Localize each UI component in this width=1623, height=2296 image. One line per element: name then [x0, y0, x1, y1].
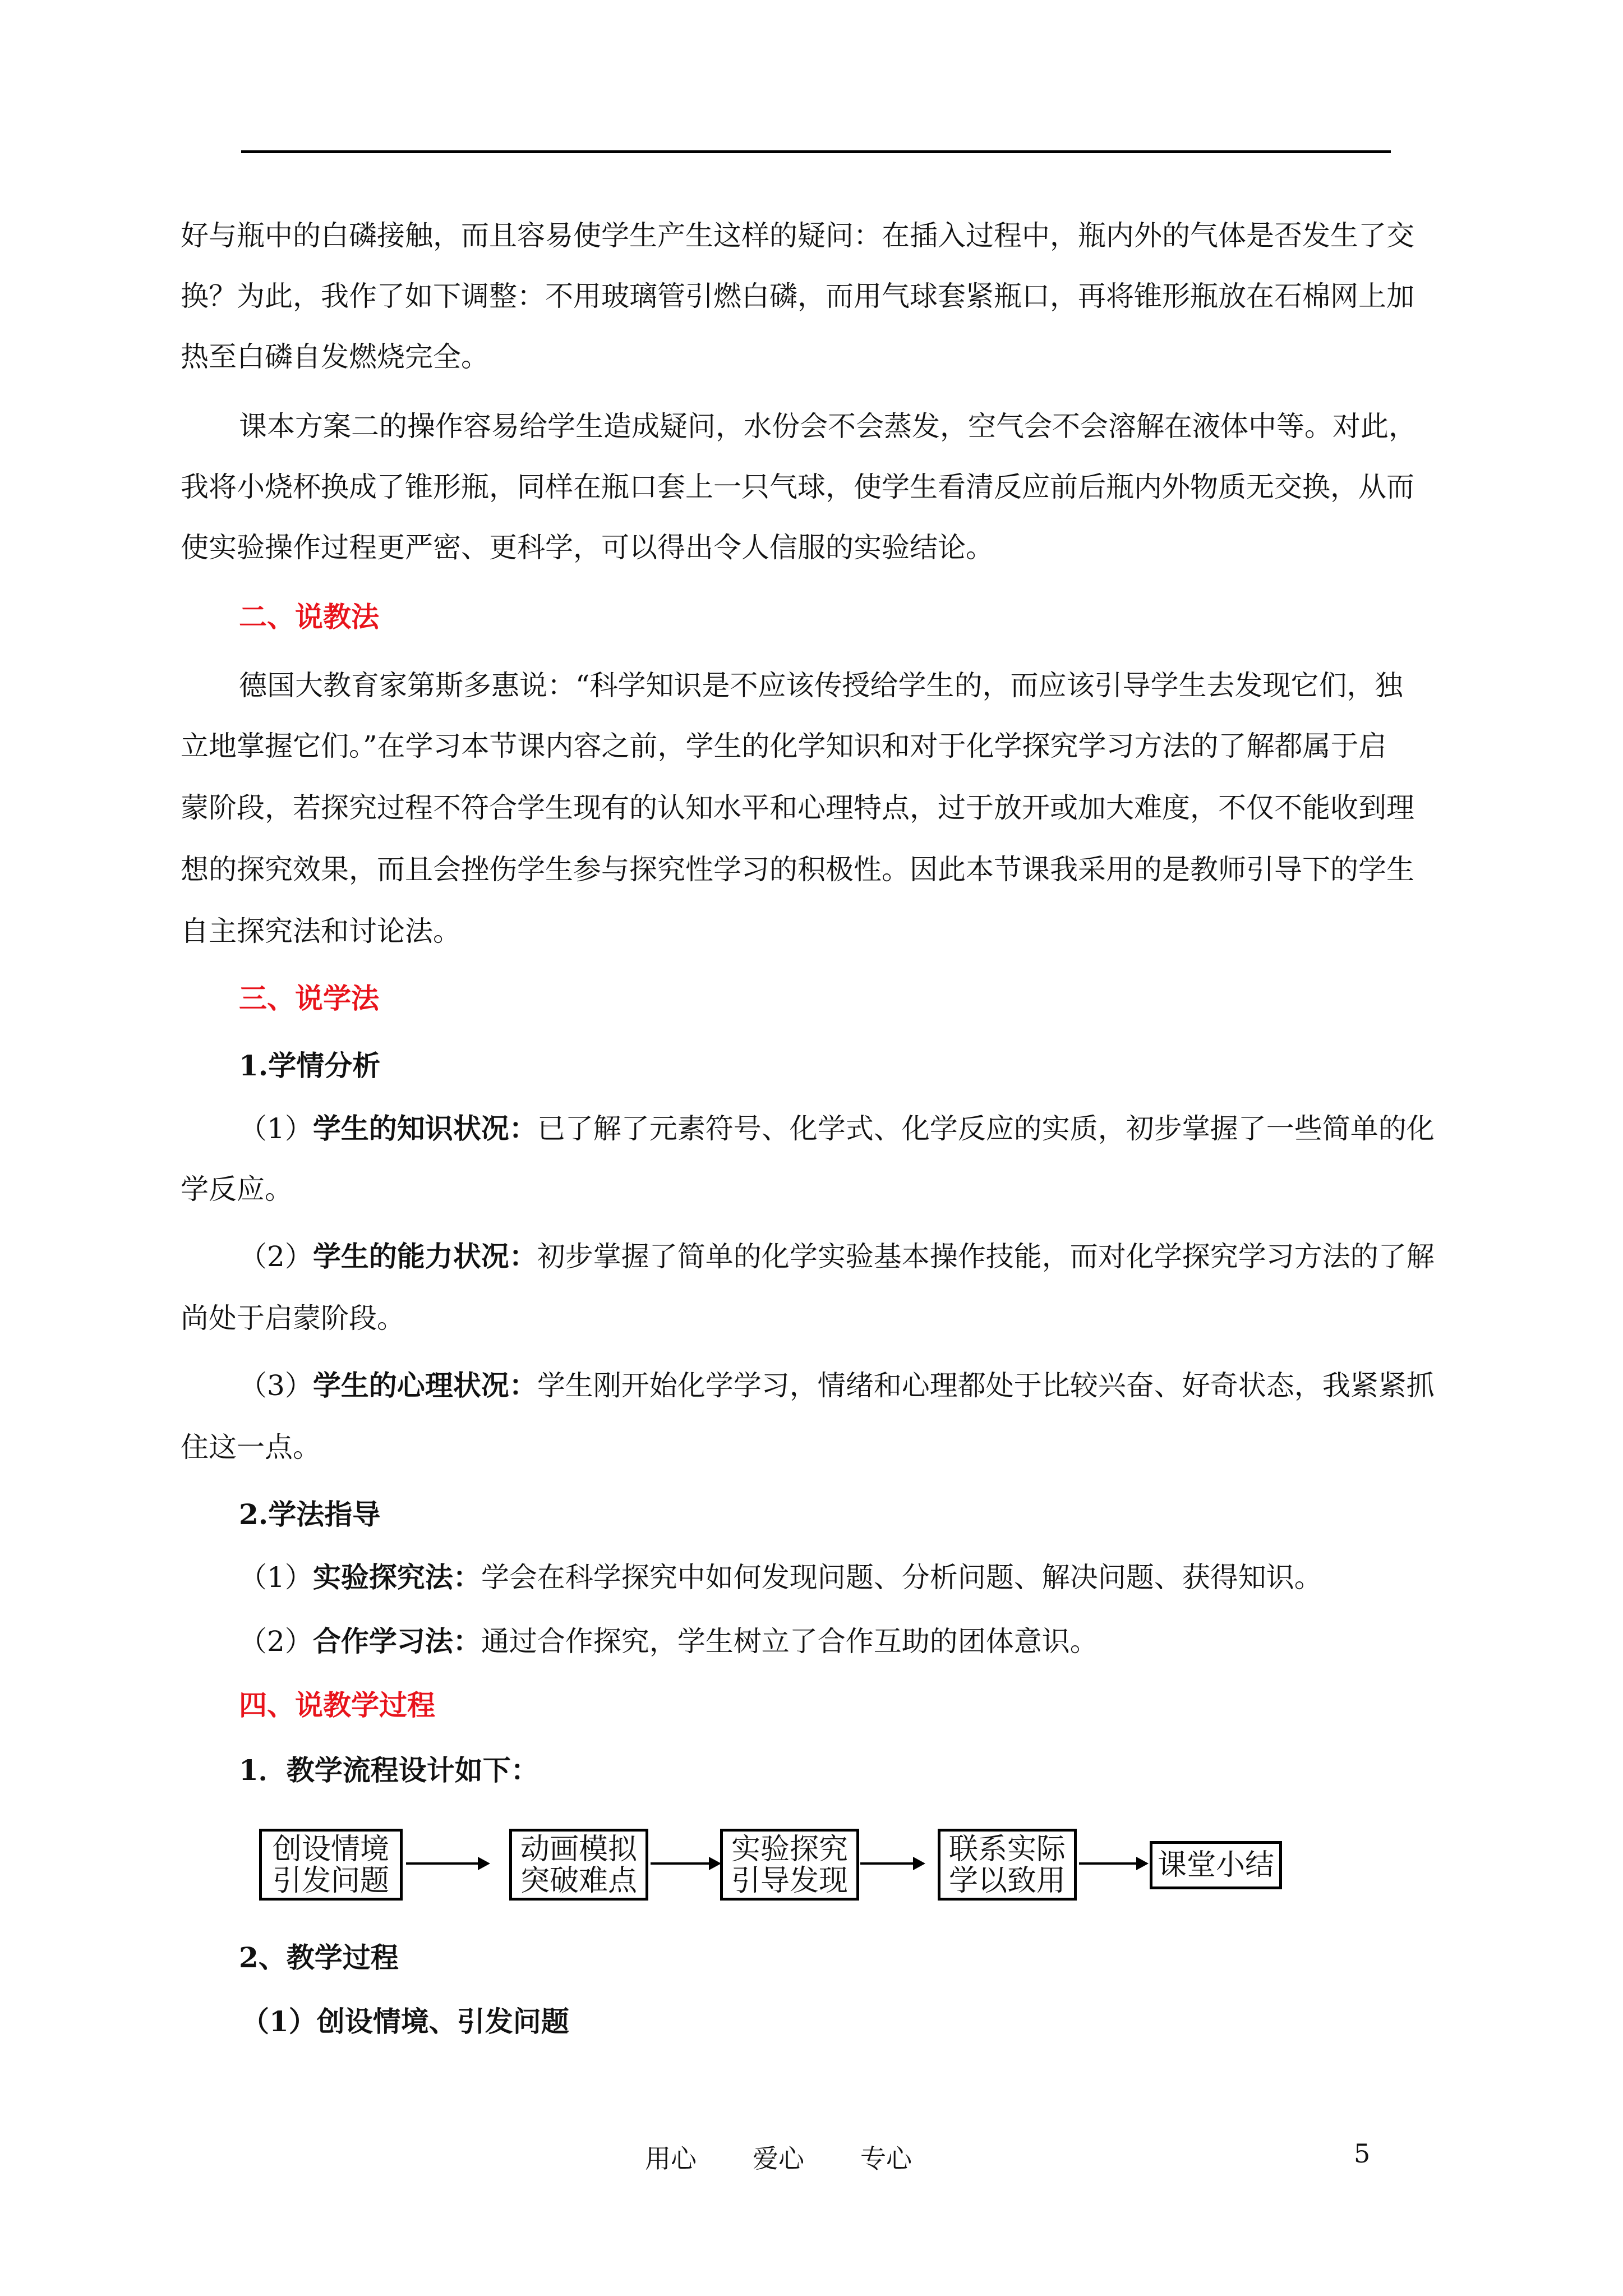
- paragraph-line: 德国大教育家第斯多惠说：“科学知识是不应该传授给学生的，而应该引导学生去发现它们，独: [239, 669, 1403, 702]
- flow-step-3: 实验探究 引导发现: [720, 1829, 859, 1901]
- footer-motto-2: 爱心: [753, 2143, 804, 2174]
- teaching-flow-diagram: [0, 1829, 1623, 1907]
- flow-arrow: [651, 1862, 719, 1865]
- paragraph-line: 热至白磷自发燃烧完全。: [181, 341, 489, 373]
- subheading-learning-guidance: 2.学法指导: [239, 1498, 381, 1531]
- flow-arrow: [1079, 1862, 1146, 1865]
- paragraph-line: 好与瓶中的白磷接触，而且容易使学生产生这样的疑问：在插入过程中，瓶内外的气体是否发生了交: [181, 219, 1414, 252]
- header-rule: [241, 150, 1391, 153]
- footer-motto-3: 专心: [860, 2143, 912, 2174]
- guidance-item-cooperation: （2）合作学习法：通过合作探究，学生树立了合作互助的团体意识。: [239, 1625, 1098, 1658]
- flow-step-5: 课堂小结: [1150, 1841, 1282, 1889]
- paragraph-line: 我将小烧杯换成了锥形瓶，同样在瓶口套上一只气球，使学生看清反应前后瓶内外物质无交换，从而: [181, 471, 1414, 503]
- paragraph-line: 尚处于启蒙阶段。: [181, 1302, 405, 1335]
- paragraph-line: 住这一点。: [181, 1431, 321, 1464]
- section-heading-teaching-process: 四、说教学过程: [239, 1688, 435, 1722]
- flow-step-1: 创设情境 引发问题: [259, 1829, 403, 1901]
- subheading-process-step-1: （1）创设情境、引发问题: [241, 2005, 569, 2038]
- subheading-flow-design: 1．教学流程设计如下：: [239, 1754, 539, 1787]
- paragraph-line: 自主探究法和讨论法。: [181, 915, 461, 947]
- footer-motto-1: 用心: [645, 2143, 697, 2174]
- paragraph-line: 使实验操作过程更严密、更科学，可以得出令人信服的实验结论。: [181, 531, 994, 564]
- paragraph-line: 立地掌握它们。”在学习本节课内容之前，学生的化学知识和对于化学探究学习方法的了解都属于启: [181, 730, 1387, 762]
- guidance-item-experiment: （1）实验探究法：学会在科学探究中如何发现问题、分析问题、解决问题、获得知识。: [239, 1561, 1322, 1594]
- subheading-process: 2、教学过程: [239, 1941, 399, 1974]
- section-heading-learning-method: 三、说学法: [239, 982, 379, 1015]
- analysis-item-ability: （2）学生的能力状况：初步掌握了简单的化学实验基本操作技能，而对化学探究学习方法的了解: [239, 1240, 1435, 1273]
- flow-step-2: 动画模拟 突破难点: [509, 1829, 648, 1901]
- flow-arrow: [406, 1862, 488, 1865]
- paragraph-line: 课本方案二的操作容易给学生造成疑问，水份会不会蒸发，空气会不会溶解在液体中等。对此，: [239, 410, 1417, 443]
- paragraph-line: 蒙阶段，若探究过程不符合学生现有的认知水平和心理特点，过于放开或加大难度，不仅不能收到理: [181, 792, 1414, 824]
- analysis-item-psychology: （3）学生的心理状况：学生刚开始化学学习，情绪和心理都处于比较兴奋、好奇状态，我紧紧抓: [239, 1369, 1435, 1402]
- flow-arrow: [860, 1862, 923, 1865]
- analysis-item-knowledge: （1）学生的知识状况：已了解了元素符号、化学式、化学反应的实质，初步掌握了一些简单的化: [239, 1112, 1435, 1145]
- paragraph-line: 想的探究效果，而且会挫伤学生参与探究性学习的积极性。因此本节课我采用的是教师引导下的学生: [181, 853, 1414, 886]
- flow-step-4: 联系实际 学以致用: [938, 1829, 1077, 1901]
- page-number: 5: [1354, 2138, 1371, 2169]
- paragraph-line: 学反应。: [181, 1173, 293, 1205]
- subheading-learner-analysis: 1.学情分析: [239, 1049, 381, 1082]
- paragraph-line: 换？为此，我作了如下调整：不用玻璃管引燃白磷，而用气球套紧瓶口，再将锥形瓶放在石棉网上加: [181, 280, 1414, 312]
- section-heading-teaching-method: 二、说教法: [239, 600, 379, 633]
